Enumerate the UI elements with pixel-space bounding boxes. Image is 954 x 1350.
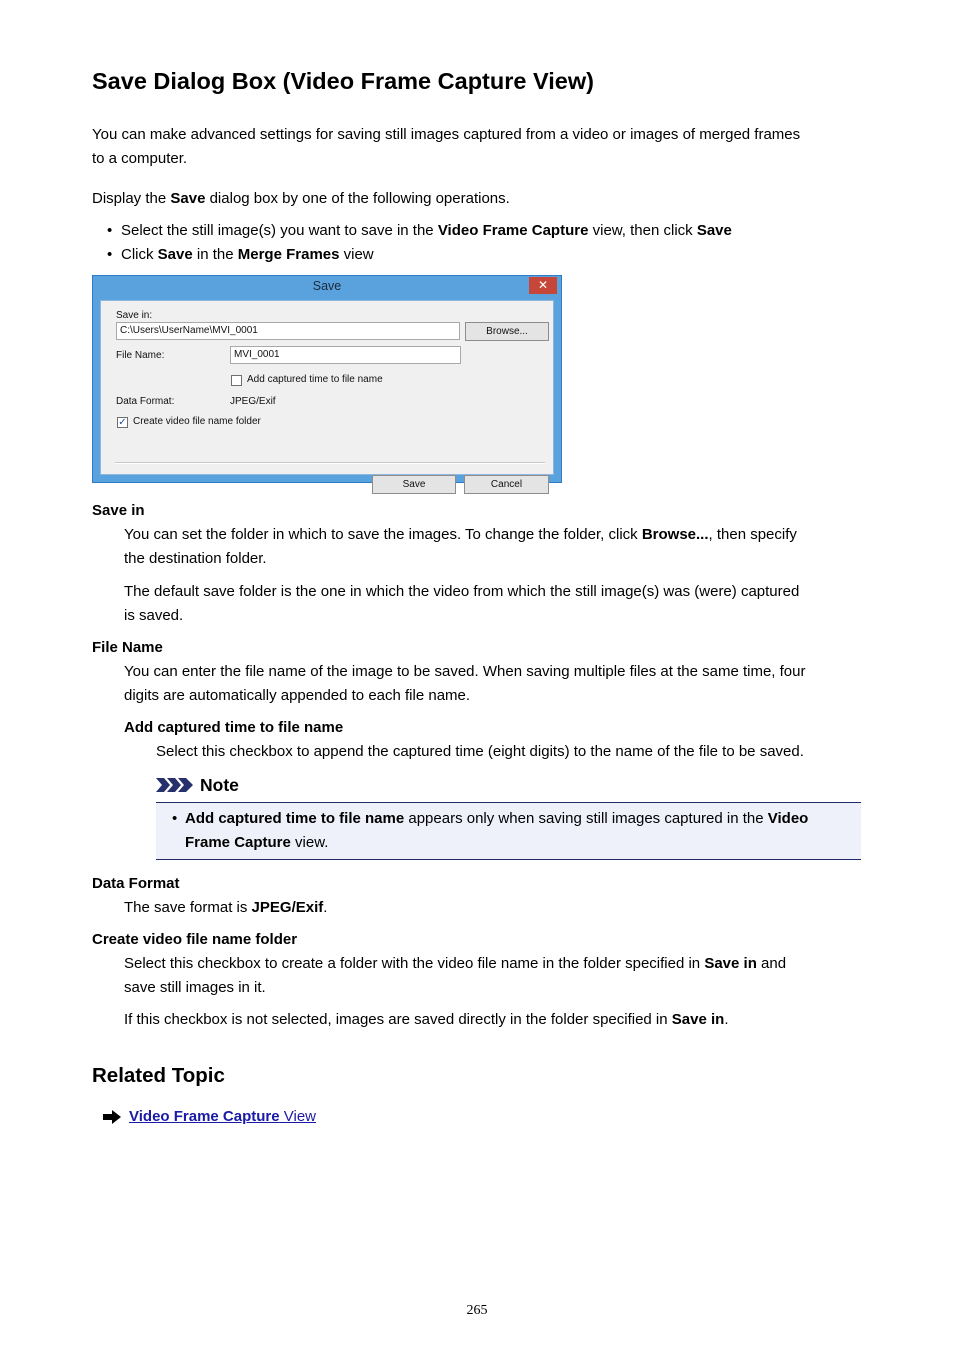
dialog-body <box>100 300 554 490</box>
dialog-divider <box>115 462 545 464</box>
file-name-desc-line-1: You can enter the file name of the image to be saved. When saving multiple files at the same time, four <box>124 663 806 680</box>
data-format-label: Data Format: <box>116 396 175 407</box>
add-time-label: Add captured time to file name <box>247 374 383 385</box>
create-folder-term: Create video file name folder <box>92 931 298 948</box>
page-title: Save Dialog Box (Video Frame Capture View) <box>92 68 594 94</box>
data-format-value: JPEG/Exif <box>230 396 276 407</box>
save-button[interactable]: Save <box>372 475 456 494</box>
note-line-2: Frame Capture view. <box>185 834 329 851</box>
note-line-1: Add captured time to file name appears only when saving still images captured in the Video <box>185 810 809 827</box>
save-in-desc-line-2: the destination folder. <box>124 550 267 567</box>
save-in-desc-line-1: You can set the folder in which to save the images. To change the folder, click Browse..., then specify <box>124 526 797 543</box>
save-in-default-line-2: is saved. <box>124 607 184 624</box>
intro-line-2: to a computer. <box>92 150 188 167</box>
save-in-field[interactable]: C:\Users\UserName\MVI_0001 <box>116 322 460 340</box>
create-folder-unselected-desc: If this checkbox is not selected, images are saved directly in the folder specified in Save in. <box>124 1011 729 1028</box>
related-topic-link[interactable]: Video Frame Capture View <box>129 1108 317 1125</box>
file-name-label: File Name: <box>116 350 165 361</box>
data-format-desc: The save format is JPEG/Exif. <box>124 899 328 916</box>
add-time-checkbox[interactable] <box>231 375 242 386</box>
browse-button[interactable]: Browse... <box>465 322 549 341</box>
create-folder-desc-line-2: save still images in it. <box>124 979 266 996</box>
note-arrows-icon <box>156 777 196 793</box>
note-box <box>156 802 861 860</box>
bullet: • <box>107 222 113 239</box>
operation-item-2: Click Save in the Merge Frames view <box>121 246 374 263</box>
file-name-field[interactable]: MVI_0001 <box>230 346 461 364</box>
data-format-term: Data Format <box>92 875 180 892</box>
file-name-desc-line-2: digits are automatically appended to each file name. <box>124 687 471 704</box>
note-heading: Note <box>200 775 239 795</box>
create-folder-desc-line-1: Select this checkbox to create a folder with the video file name in the folder specified in Save in and <box>124 955 787 972</box>
arrow-right-icon <box>103 1110 121 1124</box>
save-in-default-line-1: The default save folder is the one in which the video from which the still image(s) was (were) captured <box>124 583 800 600</box>
create-folder-label: Create video file name folder <box>133 416 261 427</box>
bullet: • <box>107 246 113 263</box>
create-folder-checkbox[interactable]: ✓ <box>118 417 127 428</box>
operation-item-1: Select the still image(s) you want to save in the Video Frame Capture view, then click Save <box>121 222 732 239</box>
cancel-button[interactable]: Cancel <box>464 475 549 494</box>
dialog-title: Save <box>312 279 342 293</box>
file-name-term: File Name <box>92 639 163 656</box>
add-time-term: Add captured time to file name <box>124 719 344 736</box>
display-instruction: Display the Save dialog box by one of the following operations. <box>92 190 510 207</box>
page-number: 265 <box>466 1303 488 1318</box>
save-dialog <box>92 275 562 490</box>
intro-line-1: You can make advanced settings for saving still images captured from a video or images of merged frames <box>92 126 801 143</box>
related-topic-heading: Related Topic <box>92 1064 225 1087</box>
close-icon[interactable]: ✕ <box>529 277 557 294</box>
bullet: • <box>172 810 178 827</box>
save-in-label: Save in: <box>116 310 153 321</box>
save-in-term: Save in <box>92 502 145 519</box>
add-time-desc: Select this checkbox to append the captured time (eight digits) to the name of the file to be saved. <box>156 743 804 760</box>
